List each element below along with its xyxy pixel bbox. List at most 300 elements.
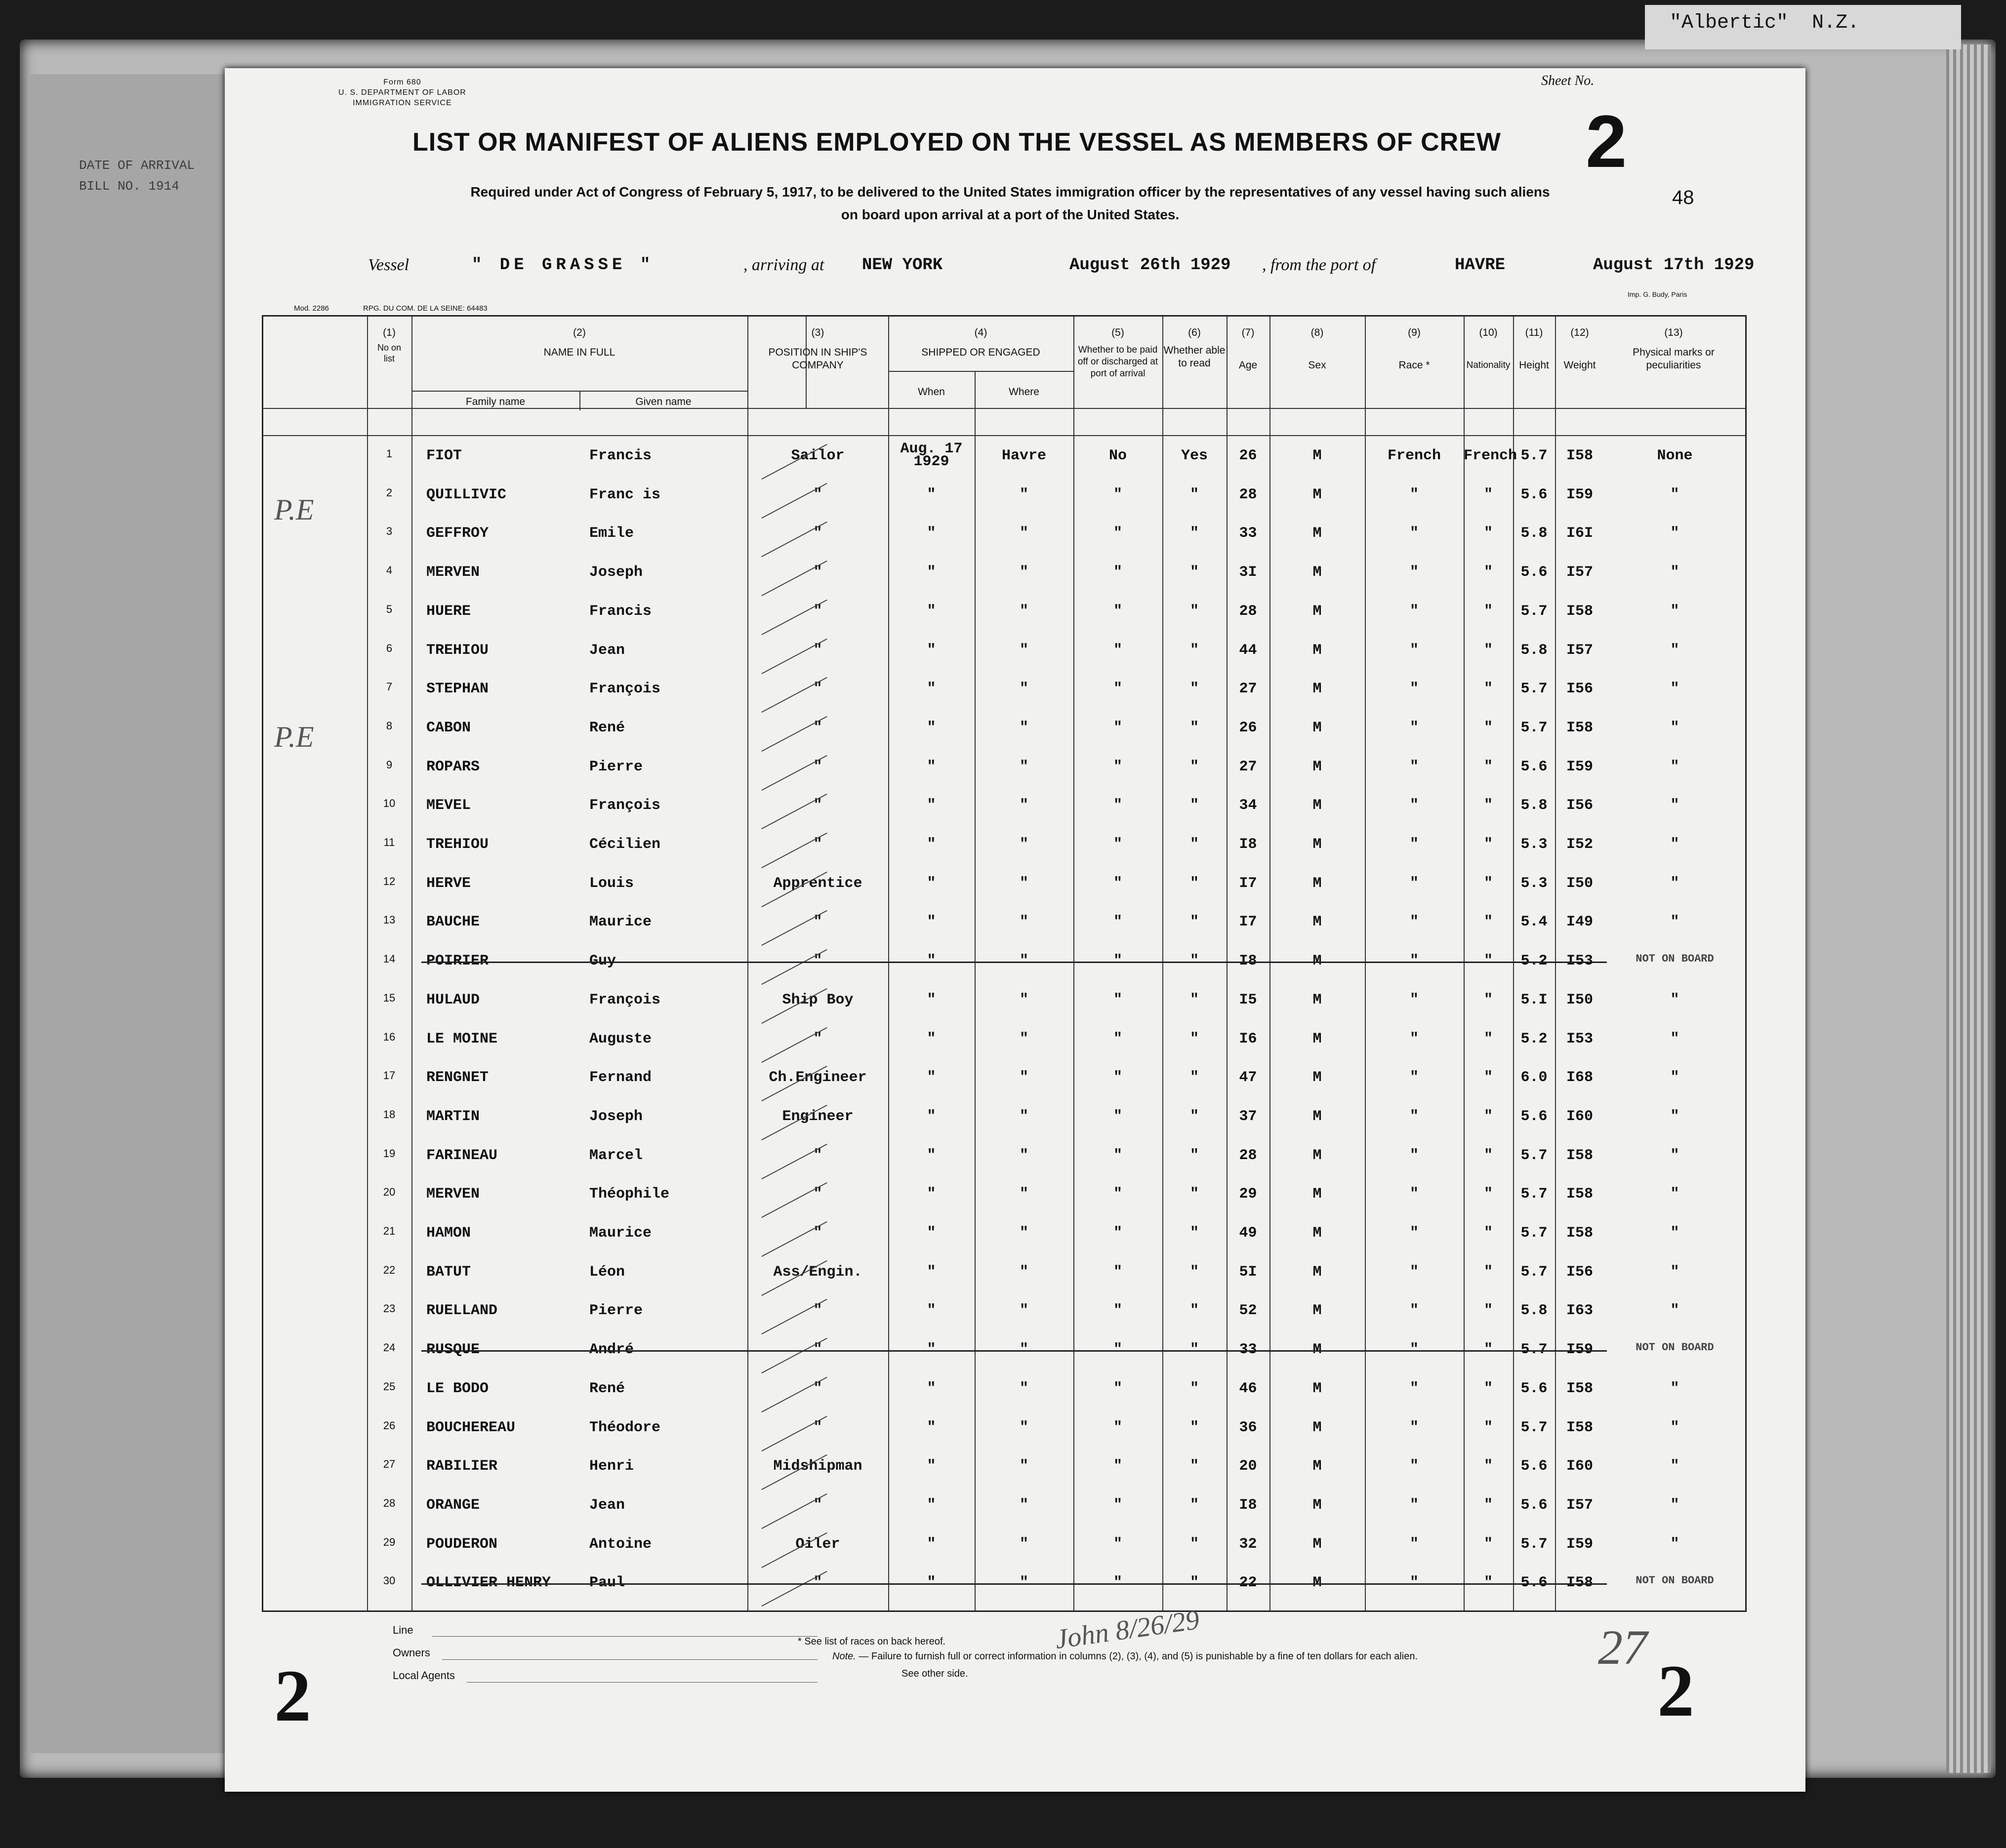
given-name: Paul xyxy=(589,1574,625,1592)
race: " xyxy=(1409,797,1419,814)
col-1-header: (1) No on list xyxy=(377,327,402,363)
nationality: French xyxy=(1464,447,1517,464)
family-name: MERVEN xyxy=(426,1186,480,1203)
age: 20 xyxy=(1239,1458,1257,1475)
paid-off: " xyxy=(1113,525,1122,542)
shipped-where: " xyxy=(1019,991,1028,1008)
able-to-read: " xyxy=(1189,875,1199,892)
family-name: HULAUD xyxy=(426,991,480,1008)
height: 5.2 xyxy=(1520,1030,1548,1047)
row-number: 24 xyxy=(383,1341,396,1354)
race: " xyxy=(1409,1186,1419,1203)
sheet-number: 2 xyxy=(1586,100,1627,183)
family-name: MARTIN xyxy=(426,1108,480,1125)
race: " xyxy=(1409,1574,1419,1592)
row-number: 22 xyxy=(383,1263,396,1276)
departure-date: August 17th 1929 xyxy=(1593,256,1755,275)
race: " xyxy=(1409,1380,1419,1397)
row-number: 12 xyxy=(383,875,396,887)
position: Ass/Engin. xyxy=(773,1263,862,1281)
race: " xyxy=(1409,486,1419,503)
physical-marks: " xyxy=(1670,797,1679,814)
shipped-when: " xyxy=(927,642,936,659)
row-number: 3 xyxy=(386,525,393,538)
shipped-where: " xyxy=(1019,953,1028,970)
age: 3I xyxy=(1239,564,1257,581)
given-name: Emile xyxy=(589,525,634,542)
position: " xyxy=(813,1341,822,1359)
row-number: 6 xyxy=(386,642,393,654)
physical-marks: " xyxy=(1670,1458,1679,1475)
given-name: René xyxy=(589,1380,625,1397)
handwritten-signoff: John 8/26/29 xyxy=(1053,1604,1201,1655)
sex: M xyxy=(1312,1419,1322,1436)
age: 28 xyxy=(1239,603,1257,620)
given-name: Pierre xyxy=(589,1302,643,1320)
margin-note: P.E xyxy=(274,493,314,526)
nationality: " xyxy=(1483,953,1493,970)
able-to-read: " xyxy=(1189,486,1199,503)
shipped-when: " xyxy=(927,1030,936,1047)
age: I5 xyxy=(1239,991,1257,1008)
given-name: Guy xyxy=(589,953,616,970)
arrival-port: NEW YORK xyxy=(862,256,943,275)
race: " xyxy=(1409,1341,1419,1359)
given-name: Joseph xyxy=(589,564,643,581)
race-note: * See list of races on back hereof. xyxy=(798,1636,946,1647)
sex: M xyxy=(1312,1069,1322,1086)
height: 5.7 xyxy=(1520,719,1548,736)
physical-marks: NOT ON BOARD xyxy=(1636,1574,1714,1587)
col-5-header: (5) Whether to be paid off or discharged at port of arrival xyxy=(1077,327,1158,379)
race: " xyxy=(1409,642,1419,659)
able-to-read: " xyxy=(1189,758,1199,775)
shipped-where: " xyxy=(1019,1302,1028,1320)
race: " xyxy=(1409,1069,1419,1086)
sex: M xyxy=(1312,642,1322,659)
given-name: Cécilien xyxy=(589,836,661,853)
given-name: Théodore xyxy=(589,1419,661,1436)
height: 5.8 xyxy=(1520,1302,1548,1320)
top-vessel-tab: "Albertic" N.Z. xyxy=(1645,5,1961,49)
race: French xyxy=(1387,447,1441,464)
able-to-read: " xyxy=(1189,1030,1199,1047)
position: Apprentice xyxy=(773,875,862,892)
height: 5.8 xyxy=(1520,797,1548,814)
shipped-where: " xyxy=(1019,1225,1028,1242)
able-to-read: " xyxy=(1189,1186,1199,1203)
family-name: FARINEAU xyxy=(426,1147,498,1164)
height: 5.6 xyxy=(1520,486,1548,503)
height: 5.6 xyxy=(1520,1458,1548,1475)
page-number: 48 xyxy=(1672,187,1694,208)
given-name: André xyxy=(589,1341,634,1359)
shipped-when: " xyxy=(927,1108,936,1125)
shipped-where: " xyxy=(1019,1147,1028,1164)
able-to-read: " xyxy=(1189,1069,1199,1086)
able-to-read: " xyxy=(1189,1380,1199,1397)
age: 26 xyxy=(1239,719,1257,736)
nationality: " xyxy=(1483,1225,1493,1242)
margin-note: P.E xyxy=(274,721,314,753)
nationality: " xyxy=(1483,642,1493,659)
sex: M xyxy=(1312,681,1322,698)
vessel-info-line xyxy=(368,256,1801,285)
able-to-read: Yes xyxy=(1181,447,1208,464)
able-to-read: " xyxy=(1189,1496,1199,1514)
row-number: 18 xyxy=(383,1108,396,1121)
physical-marks: " xyxy=(1670,525,1679,542)
physical-marks: NOT ON BOARD xyxy=(1636,953,1714,965)
row-number: 10 xyxy=(383,797,396,810)
position: Sailor xyxy=(791,447,845,464)
age: 33 xyxy=(1239,1341,1257,1359)
sex: M xyxy=(1312,525,1322,542)
age: 44 xyxy=(1239,642,1257,659)
nationality: " xyxy=(1483,1341,1493,1359)
page-edges xyxy=(1946,44,1991,1773)
family-name: ROPARS xyxy=(426,758,480,775)
paid-off: " xyxy=(1113,797,1122,814)
position: " xyxy=(813,564,822,581)
position: " xyxy=(813,486,822,503)
nationality: " xyxy=(1483,914,1493,931)
shipped-where: " xyxy=(1019,875,1028,892)
position: Midshipman xyxy=(773,1458,862,1475)
age: 36 xyxy=(1239,1419,1257,1436)
shipped-where: " xyxy=(1019,642,1028,659)
shipped-when: " xyxy=(927,1535,936,1553)
able-to-read: " xyxy=(1189,603,1199,620)
paid-off: " xyxy=(1113,991,1122,1008)
physical-marks: " xyxy=(1670,486,1679,503)
shipped-when: " xyxy=(927,1341,936,1359)
page-title: LIST OR MANIFEST OF ALIENS EMPLOYED ON THE VESSEL AS MEMBERS OF CREW xyxy=(412,128,1501,157)
age: 26 xyxy=(1239,447,1257,464)
sex: M xyxy=(1312,758,1322,775)
row-number: 15 xyxy=(383,991,396,1004)
crew-table xyxy=(262,315,1747,1612)
shipped-where: " xyxy=(1019,1574,1028,1592)
height: 5.7 xyxy=(1520,447,1548,464)
weight: I58 xyxy=(1566,1147,1593,1164)
date-stamp-line1: DATE OF ARRIVAL xyxy=(79,158,195,173)
age: 27 xyxy=(1239,681,1257,698)
race: " xyxy=(1409,564,1419,581)
shipped-where: " xyxy=(1019,758,1028,775)
nationality: " xyxy=(1483,758,1493,775)
sex: M xyxy=(1312,1147,1322,1164)
nationality: " xyxy=(1483,991,1493,1008)
weight: I57 xyxy=(1566,1496,1593,1514)
strike-through-line xyxy=(421,1583,1607,1585)
nationality: " xyxy=(1483,603,1493,620)
nationality: " xyxy=(1483,1380,1493,1397)
nationality: " xyxy=(1483,681,1493,698)
family-name: BATUT xyxy=(426,1263,471,1281)
shipped-where: " xyxy=(1019,564,1028,581)
family-name: HAMON xyxy=(426,1225,471,1242)
position: " xyxy=(813,681,822,698)
age: I8 xyxy=(1239,953,1257,970)
able-to-read: " xyxy=(1189,797,1199,814)
able-to-read: " xyxy=(1189,914,1199,931)
row-number: 29 xyxy=(383,1535,396,1548)
shipped-where: " xyxy=(1019,603,1028,620)
position: Ch.Engineer xyxy=(769,1069,867,1086)
nationality: " xyxy=(1483,797,1493,814)
shipped-where: " xyxy=(1019,1108,1028,1125)
sex: M xyxy=(1312,914,1322,931)
physical-marks: " xyxy=(1670,991,1679,1008)
age: 37 xyxy=(1239,1108,1257,1125)
from-port-label: , from the port of xyxy=(1262,256,1376,274)
family-name: RENGNET xyxy=(426,1069,489,1086)
physical-marks: NOT ON BOARD xyxy=(1636,1341,1714,1354)
position: " xyxy=(813,1419,822,1436)
age: 47 xyxy=(1239,1069,1257,1086)
col-13-header: (13) Physical marks or peculiarities xyxy=(1633,327,1715,371)
race: " xyxy=(1409,525,1419,542)
sex: M xyxy=(1312,1225,1322,1242)
age: 5I xyxy=(1239,1263,1257,1281)
family-name: MERVEN xyxy=(426,564,480,581)
big-left-number: 2 xyxy=(274,1655,311,1737)
physical-marks: " xyxy=(1670,1302,1679,1320)
position: " xyxy=(813,642,822,659)
family-name: TREHIOU xyxy=(426,642,489,659)
sex: M xyxy=(1312,1108,1322,1125)
penalty-note: Note. — Failure to furnish full or correct information in columns (2), (3), (4), and (5) is punishable by a fine of ten dollars for each alien. xyxy=(832,1651,1418,1662)
given-name: Auguste xyxy=(589,1030,652,1047)
left-stub-sheet xyxy=(30,74,227,1753)
weight: I57 xyxy=(1566,564,1593,581)
shipped-where: " xyxy=(1019,1535,1028,1553)
family-name: FIOT xyxy=(426,447,462,464)
sex: M xyxy=(1312,1380,1322,1397)
weight: I63 xyxy=(1566,1302,1593,1320)
height: 5.4 xyxy=(1520,914,1548,931)
race: " xyxy=(1409,681,1419,698)
given-name: Jean xyxy=(589,1496,625,1514)
weight: I58 xyxy=(1566,719,1593,736)
physical-marks: " xyxy=(1670,603,1679,620)
arrival-date-stamp xyxy=(79,158,232,262)
able-to-read: " xyxy=(1189,1574,1199,1592)
height: 5.3 xyxy=(1520,875,1548,892)
paid-off: " xyxy=(1113,719,1122,736)
race: " xyxy=(1409,875,1419,892)
family-name: CABON xyxy=(426,719,471,736)
height: 5.6 xyxy=(1520,1574,1548,1592)
paid-off: " xyxy=(1113,875,1122,892)
age: 52 xyxy=(1239,1302,1257,1320)
shipped-where: " xyxy=(1019,1496,1028,1514)
able-to-read: " xyxy=(1189,525,1199,542)
subtitle-line-1: Required under Act of Congress of February 5, 1917, to be delivered to the United States immigration officer by the representatives of any vessel having such aliens xyxy=(470,184,1550,200)
family-name: HERVE xyxy=(426,875,471,892)
height: 5.7 xyxy=(1520,1341,1548,1359)
paid-off: " xyxy=(1113,1263,1122,1281)
family-name: ORANGE xyxy=(426,1496,480,1514)
able-to-read: " xyxy=(1189,1263,1199,1281)
given-name: Joseph xyxy=(589,1108,643,1125)
sex: M xyxy=(1312,1263,1322,1281)
shipped-where: " xyxy=(1019,836,1028,853)
sex: M xyxy=(1312,1458,1322,1475)
family-name: POIRIER xyxy=(426,953,489,970)
physical-marks: " xyxy=(1670,1108,1679,1125)
paid-off: " xyxy=(1113,1496,1122,1514)
departure-port: HAVRE xyxy=(1455,256,1506,275)
paid-off: No xyxy=(1108,447,1127,464)
vessel-label: Vessel xyxy=(368,256,409,274)
paid-off: " xyxy=(1113,564,1122,581)
given-name: Pierre xyxy=(589,758,643,775)
able-to-read: " xyxy=(1189,1458,1199,1475)
height: 5.7 xyxy=(1520,1263,1548,1281)
race: " xyxy=(1409,1535,1419,1553)
shipped-where: " xyxy=(1019,681,1028,698)
able-to-read: " xyxy=(1189,953,1199,970)
shipped-when: " xyxy=(927,914,936,931)
height: 5.6 xyxy=(1520,564,1548,581)
position: " xyxy=(813,797,822,814)
nationality: " xyxy=(1483,1496,1493,1514)
weight: I59 xyxy=(1566,486,1593,503)
row-number: 9 xyxy=(386,758,393,771)
physical-marks: None xyxy=(1657,447,1693,464)
row-number: 20 xyxy=(383,1186,396,1199)
height: 5.7 xyxy=(1520,603,1548,620)
given-name: Louis xyxy=(589,875,634,892)
weight: I58 xyxy=(1566,1574,1593,1592)
shipped-when: " xyxy=(927,1225,936,1242)
physical-marks: " xyxy=(1670,914,1679,931)
col-11-header: (11) Height xyxy=(1519,327,1549,371)
height: 6.0 xyxy=(1520,1069,1548,1086)
sex: M xyxy=(1312,564,1322,581)
sex: M xyxy=(1312,486,1322,503)
nationality: " xyxy=(1483,564,1493,581)
sheet-number-label: Sheet No. xyxy=(1541,73,1595,88)
col-4-header: (4) SHIPPED OR ENGAGED xyxy=(921,327,1040,358)
shipped-when: " xyxy=(927,681,936,698)
family-name: LE BODO xyxy=(426,1380,489,1397)
given-name: Théophile xyxy=(589,1186,670,1203)
sex: M xyxy=(1312,875,1322,892)
paid-off: " xyxy=(1113,1302,1122,1320)
given-name: Marcel xyxy=(589,1147,643,1164)
able-to-read: " xyxy=(1189,991,1199,1008)
weight: I50 xyxy=(1566,875,1593,892)
weight: I59 xyxy=(1566,1535,1593,1553)
paid-off: " xyxy=(1113,1030,1122,1047)
given-name: Léon xyxy=(589,1263,625,1281)
height: 5.7 xyxy=(1520,1535,1548,1553)
department-name: U. S. DEPARTMENT OF LABOR xyxy=(338,88,466,97)
able-to-read: " xyxy=(1189,1419,1199,1436)
family-name: QUILLIVIC xyxy=(426,486,507,503)
printer-mark: Imp. G. Budy, Paris xyxy=(1628,290,1687,298)
race: " xyxy=(1409,914,1419,931)
age: 29 xyxy=(1239,1186,1257,1203)
age: 27 xyxy=(1239,758,1257,775)
given-name: Jean xyxy=(589,642,625,659)
shipped-when: " xyxy=(927,1458,936,1475)
physical-marks: " xyxy=(1670,1496,1679,1514)
row-number: 13 xyxy=(383,914,396,926)
arrival-date: August 26th 1929 xyxy=(1069,256,1231,275)
shipped-when: " xyxy=(927,797,936,814)
shipped-when: " xyxy=(927,719,936,736)
paid-off: " xyxy=(1113,1225,1122,1242)
weight: I58 xyxy=(1566,1225,1593,1242)
shipped-when: " xyxy=(927,1263,936,1281)
sex: M xyxy=(1312,836,1322,853)
shipped-where: " xyxy=(1019,525,1028,542)
weight: I6I xyxy=(1566,525,1593,542)
physical-marks: " xyxy=(1670,1069,1679,1086)
strike-through-line xyxy=(421,962,1607,963)
position: " xyxy=(813,1380,822,1397)
paid-off: " xyxy=(1113,1535,1122,1553)
family-name: MEVEL xyxy=(426,797,471,814)
row-number: 1 xyxy=(386,447,393,460)
given-name: René xyxy=(589,719,625,736)
big-right-number: 2 xyxy=(1657,1650,1694,1732)
row-number: 19 xyxy=(383,1147,396,1160)
paid-off: " xyxy=(1113,642,1122,659)
given-name: Henri xyxy=(589,1458,634,1475)
row-number: 30 xyxy=(383,1574,396,1587)
row-number: 21 xyxy=(383,1225,396,1237)
able-to-read: " xyxy=(1189,1147,1199,1164)
race: " xyxy=(1409,1225,1419,1242)
weight: I60 xyxy=(1566,1108,1593,1125)
paid-off: " xyxy=(1113,1069,1122,1086)
owners-label: Owners xyxy=(393,1647,430,1659)
age: 34 xyxy=(1239,797,1257,814)
physical-marks: " xyxy=(1670,1030,1679,1047)
race: " xyxy=(1409,1263,1419,1281)
paid-off: " xyxy=(1113,486,1122,503)
family-name: RUSQUE xyxy=(426,1341,480,1359)
physical-marks: " xyxy=(1670,719,1679,736)
physical-marks: " xyxy=(1670,1225,1679,1242)
paid-off: " xyxy=(1113,1419,1122,1436)
paid-off: " xyxy=(1113,1186,1122,1203)
strike-through-line xyxy=(421,1350,1607,1352)
shipped-where: " xyxy=(1019,1341,1028,1359)
row-number: 14 xyxy=(383,953,396,965)
physical-marks: " xyxy=(1670,1186,1679,1203)
able-to-read: " xyxy=(1189,1302,1199,1320)
col-10-header: (10) Nationality xyxy=(1466,327,1511,370)
position: Engineer xyxy=(782,1108,854,1125)
nationality: " xyxy=(1483,525,1493,542)
height: 5.7 xyxy=(1520,681,1548,698)
position: " xyxy=(813,758,822,775)
race: " xyxy=(1409,758,1419,775)
weight: I53 xyxy=(1566,953,1593,970)
given-name: Maurice xyxy=(589,914,652,931)
col-2b-header: Given name xyxy=(635,396,692,407)
family-name: BOUCHEREAU xyxy=(426,1419,516,1436)
shipped-when: " xyxy=(927,603,936,620)
family-name: HUERE xyxy=(426,603,471,620)
nationality: " xyxy=(1483,1263,1493,1281)
